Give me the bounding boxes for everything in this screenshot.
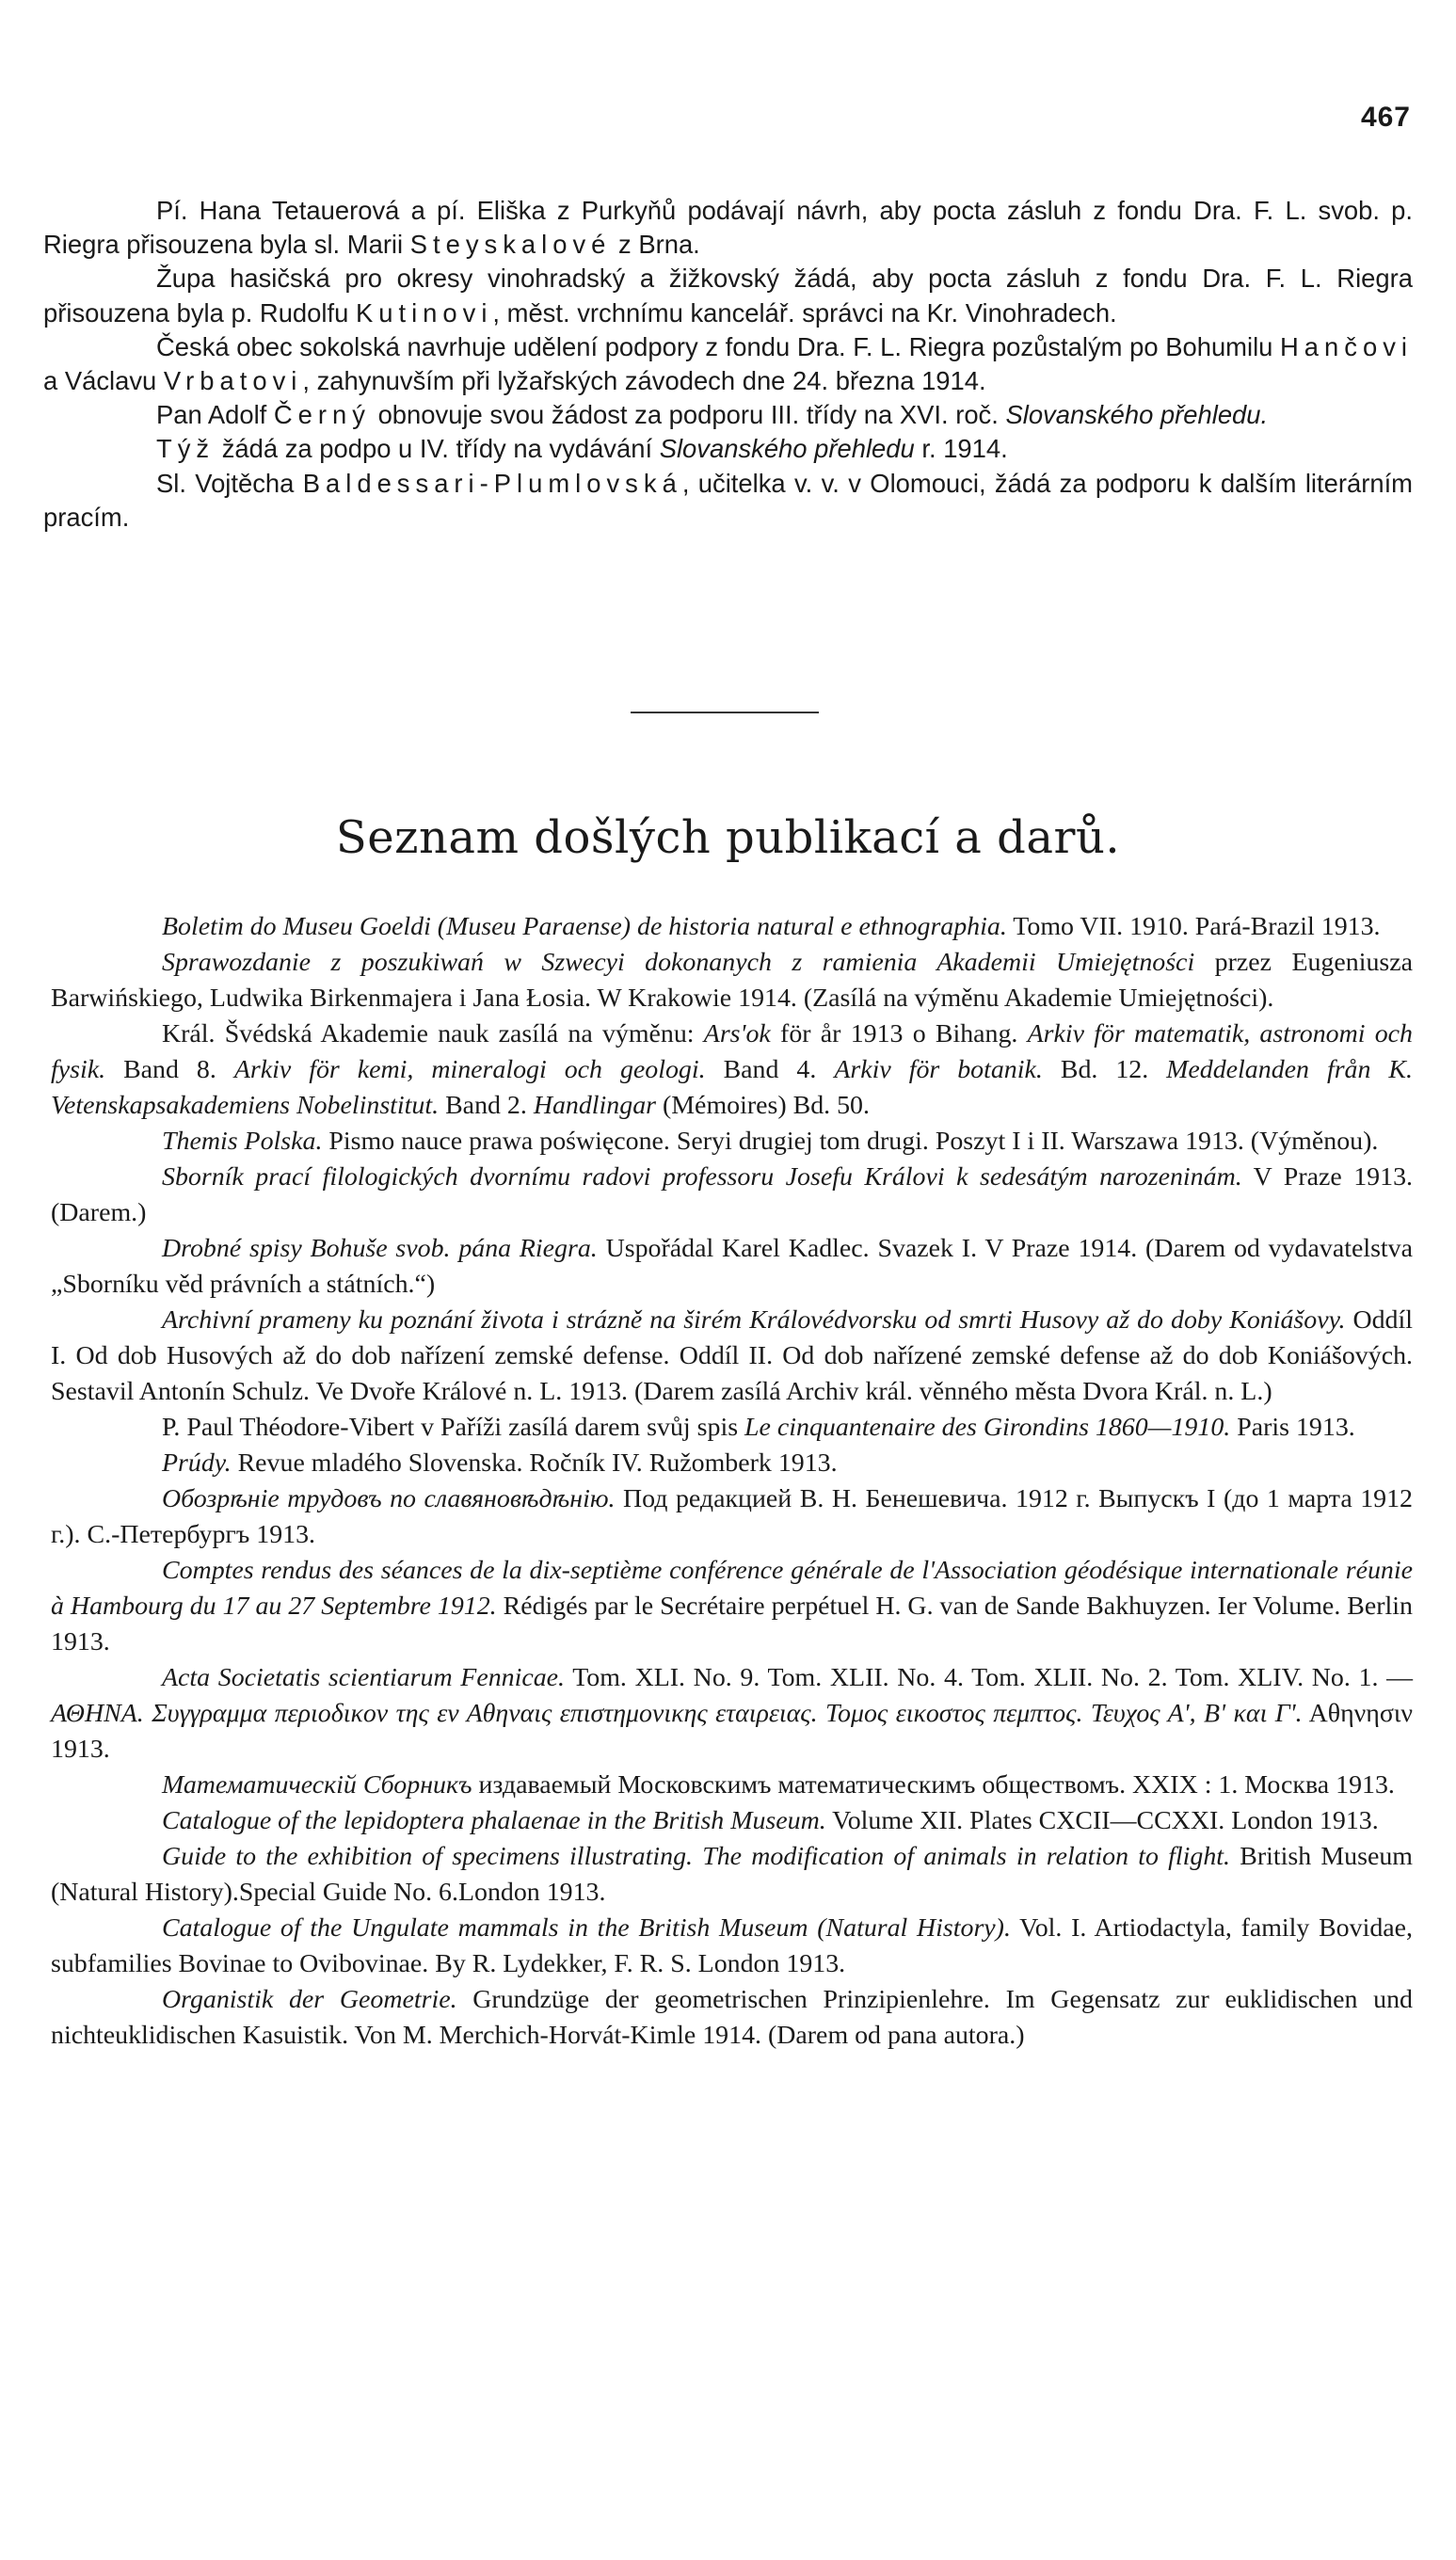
text-run: издаваемый Московскимъ математическимъ обществомъ. XXIX : 1. Москва 1913. <box>472 1770 1395 1800</box>
italic-title: Guide to the exhibition of specimens illustrating. The modification of animals in relation to flight. <box>162 1842 1231 1871</box>
text-run: Band 8. <box>105 1055 234 1084</box>
italic-title: Catalogue of the Ungulate mammals in the British Museum (Natural History). <box>162 1913 1011 1943</box>
italic-title: Sborník prací filologických dvornímu radovi professoru Josefu Královi k sedesátým narozeninám. <box>162 1162 1242 1192</box>
text-run: , zahynuvším při lyžařských závodech dne 24. března 1914. <box>302 366 986 396</box>
text-run: , měst. vrchnímu kancelář. správci na Kr. Vinohradech. <box>492 297 1117 328</box>
text-run: Rédigés par le Secrétaire perpétuel H. G. van de Sande Bakhuyzen. Ier Volume. Berlin 1913. <box>51 1592 1413 1656</box>
text-run: Česká obec sokolská navrhuje udělení podpory z fondu Dra. F. L. Riegra pozůstalým po Bohumilu <box>156 331 1281 361</box>
text-run: žádá za podpo u IV. třídy na vydávání <box>215 434 660 464</box>
spaced-name: Vrbatovi <box>163 366 303 396</box>
italic-title: Themis Polska. <box>162 1127 323 1156</box>
text-run: Revue mladého Slovenska. Ročník IV. Ružomberk 1913. <box>231 1448 838 1478</box>
text-run: Pan Adolf <box>156 400 274 430</box>
text-run: Pí. Hana Tetauerová a pí. Eliška z Purkyňů podávají návrh, aby pocta zásluh z fondu Dra. F. L. svob. p. Riegra přisouzena byla sl. Marii <box>43 196 1413 260</box>
italic-title: Boletim do Museu Goeldi (Museu Paraense) de historia natural e ethnographia. <box>162 912 1007 941</box>
publication-entry <box>51 1768 1413 1803</box>
text-run: Band 2. <box>439 1091 534 1120</box>
publication-entry <box>51 945 1413 1016</box>
italic-title: Обозрѣніе трудовъ по славяновѣдѣнію. <box>162 1484 616 1513</box>
publication-entry <box>51 1803 1413 1839</box>
text-run: obnovuje svou žádost za podporu III. třídy na XVI. roč. <box>370 400 1006 430</box>
italic-title: Organistik der Geometrie. <box>162 1985 457 2014</box>
section-heading: Seznam došlých publikací a darů. <box>335 811 1121 864</box>
italic-title: Slovanského přehledu. <box>1005 400 1269 430</box>
paragraph <box>43 262 1413 329</box>
spaced-name: Baldessari-Plumlovská <box>302 468 682 498</box>
text-run: (Mémoires) Bd. 50. <box>656 1091 870 1120</box>
applications-section <box>43 194 1413 535</box>
paragraph <box>43 398 1413 432</box>
publications-list <box>51 909 1413 2054</box>
text-run: Band 4. <box>705 1055 835 1084</box>
text-run: Pismo nauce prawa poświęcone. Seryi drugiej tom drugi. Poszyt I i II. Warszawa 1913. (Výměnou). <box>322 1127 1379 1156</box>
publication-entry <box>51 1911 1413 1982</box>
text-run: , učitelka v. v. v Olomouci, žádá za podporu k dalším literárním pracím. <box>43 468 1413 532</box>
italic-title: Handlingar <box>533 1091 656 1120</box>
text-run: Vol. I. Artiodactyla, family Bovidae, subfamilies Bovinae to Ovibovinae. By R. Lydekker, F. R. S. London 1913. <box>51 1913 1413 1978</box>
paragraph <box>43 330 1413 398</box>
text-run: r. 1914. <box>914 434 1008 464</box>
italic-title: Le cinquantenaire des Girondins 1860—1910. <box>744 1413 1231 1442</box>
text-run: Tomo VII. 1910. Pará-Brazil 1913. <box>1006 912 1381 941</box>
publication-entry <box>51 1839 1413 1911</box>
publication-entry <box>51 1231 1413 1303</box>
italic-title: ΑΘΗΝΑ. Συγγραμμα περιοδικον της εν Αθηναις επιστημονικης εταιρειας. Τομος εικοστος πεμπτος. Τευχος Α', Β' και Γ'. <box>51 1699 1303 1728</box>
page-number: 467 <box>1360 102 1411 133</box>
publication-entry <box>51 1660 1413 1768</box>
italic-title: Comptes rendus des séances de la dix-septième conférence générale de l'Association géodésique internationale réunie à Hambourg du 17 au 27 Septembre 1912. <box>51 1556 1413 1621</box>
text-run: Paris 1913. <box>1230 1413 1355 1442</box>
text-run: för år 1913 o Bihang. <box>770 1019 1028 1048</box>
italic-title: Sprawozdanie z poszukiwań w Szwecyi dokonanych z ramienia Akademii Umiejętności <box>162 948 1195 977</box>
paragraph <box>43 432 1413 466</box>
text-run: przez Eugeniusza Barwińskiego, Ludwika Birkenmajera i Jana Łosia. W Krakowie 1914. (Zasílá na výměnu Akademie Umiejętności). <box>51 948 1414 1013</box>
text-run: Uspořádal Karel Kadlec. Svazek I. V Praze 1914. (Darem od vydavatelstva „Sborníku věd právních a státních.“) <box>51 1234 1413 1299</box>
publication-entry <box>51 909 1413 945</box>
text-run: Αθηνησιν 1913. <box>51 1699 1414 1764</box>
text-run: Tom. XLI. No. 9. Tom. XLII. No. 4. Tom. XLII. No. 2. Tom. XLIV. No. 1. — <box>565 1663 1413 1692</box>
italic-title: Arkiv för botanik. <box>834 1055 1043 1084</box>
publication-entry <box>51 1982 1413 2054</box>
spaced-name: Týž <box>156 434 216 464</box>
italic-title: Archivní prameny ku poznání života i strázně na širém Královédvorsku od smrti Husovy až do doby Koniášovy. <box>162 1305 1346 1335</box>
publication-entry <box>51 1446 1413 1481</box>
italic-title: Meddelanden från K. Vetenskapsakademiens Nobelinstitut. <box>51 1055 1413 1120</box>
spaced-name: Kutinovi <box>355 297 493 328</box>
publication-entry <box>51 1303 1413 1410</box>
publication-entry <box>51 1160 1413 1231</box>
text-run: V Praze 1913. (Darem.) <box>51 1162 1413 1227</box>
italic-title: Математическій Сборникъ <box>162 1770 472 1800</box>
italic-title: Slovanského přehledu <box>659 434 915 464</box>
publication-entry <box>51 1410 1413 1446</box>
italic-title: Drobné spisy Bohuše svob. pána Riegra. <box>162 1234 598 1263</box>
italic-title: Catalogue of the lepidoptera phalaenae in the British Museum. <box>162 1806 826 1835</box>
paragraph <box>43 194 1413 262</box>
italic-title: Arkiv för kemi, mineralogi och geologi. <box>233 1055 706 1084</box>
text-run: Král. Švédská Akademie nauk zasílá na výměnu: <box>162 1019 704 1048</box>
italic-title: Acta Societatis scientiarum Fennicae. <box>162 1663 566 1692</box>
publication-entry <box>51 1481 1413 1553</box>
section-divider <box>631 712 819 713</box>
text-run: z Brna. <box>611 230 700 260</box>
text-run: British Museum (Natural History).Special Guide No. 6.London 1913. <box>51 1842 1413 1907</box>
text-run: Под редакцией В. Н. Бенешевича. 1912 г. Выпускъ I (до 1 марта 1912 г.). С.-Петербургъ 1913. <box>51 1484 1413 1549</box>
text-run: Bd. 12. <box>1042 1055 1167 1084</box>
paragraph <box>43 467 1413 535</box>
spaced-name: Černý <box>273 400 371 430</box>
publication-entry <box>51 1016 1413 1124</box>
text-run: Grundzüge der geometrischen Prinzipienlehre. Im Gegensatz zur euklidischen und nichteuklidischen Kasuistik. Von M. Merchich-Horvát-Kimle 1914. (Darem od pana autora.) <box>51 1985 1413 2050</box>
text-run: Sl. Vojtěcha <box>156 468 303 498</box>
italic-title: Arkiv för matematik, astronomi och fysik. <box>51 1019 1413 1084</box>
text-run: a Václavu <box>43 366 164 396</box>
italic-title: Prúdy. <box>162 1448 232 1478</box>
text-run: Župa hasičská pro okresy vinohradský a žižkovský žádá, aby pocta zásluh z fondu Dra. F. L. Riegra přisouzena byla p. Rudolfu <box>43 264 1413 328</box>
publication-entry <box>51 1124 1413 1160</box>
spaced-name: Hančovi <box>1280 331 1413 361</box>
text-run: P. Paul Théodore-Vibert v Paříži zasílá darem svůj spis <box>162 1413 745 1442</box>
spaced-name: Steyskalové <box>409 230 612 260</box>
text-run: Oddíl I. Od dob Husových až do dob nařízení zemské defense. Oddíl II. Od dob nařízené zemské defense až do dob Koniášových. Sestavil Antonín Schulz. Ve Dvoře Králové n. L. 1913. (Darem zasílá Archiv král. věnného města Dvora Král. n. L.) <box>51 1305 1413 1406</box>
publication-entry <box>51 1553 1413 1660</box>
italic-title: Ars'ok <box>703 1019 771 1048</box>
text-run: Volume XII. Plates CXCII—CCXXI. London 1913. <box>825 1806 1379 1835</box>
